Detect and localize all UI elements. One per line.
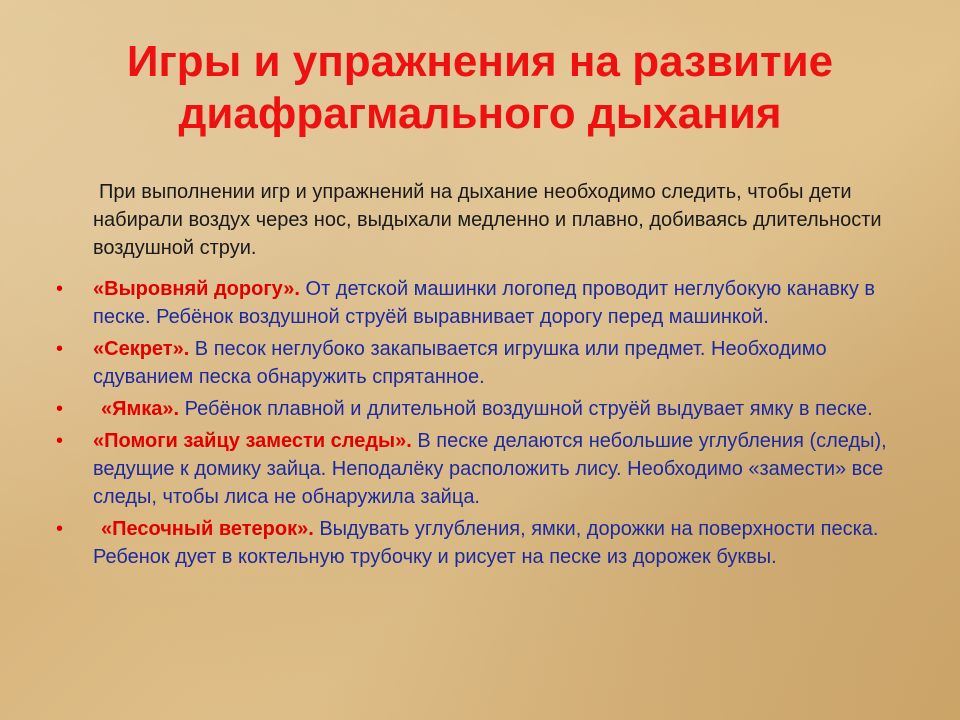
exercise-title: «Песочный ветерок». — [101, 518, 314, 540]
intro-paragraph: При выполнении игр и упражнений на дыхание необходимо следить, чтобы дети набирали воздух через нос, выдыхали медленно и плавно, добиваясь длительности воздушной струи. — [93, 181, 882, 259]
bullet-icon: • — [56, 398, 64, 420]
exercise-item — [56, 335, 916, 391]
exercise-description: В песок неглубоко закапывается игрушка или предмет. Необходимо сдуванием песка обнаружить спрятанное. — [93, 338, 827, 388]
exercise-title: «Ямка». — [101, 398, 180, 420]
exercise-description: В песке делаются небольшие углубления (следы), ведущие к домику зайца. Неподалёку расположить лису. Необходимо «замести» все следы, чтобы лиса не обнаружила зайца. — [93, 430, 887, 508]
exercise-item — [56, 395, 916, 423]
exercise-description: Выдувать углубления, ямки, дорожки на поверхности песка. Ребенок дует в коктельную трубочку и рисует на песке из дорожек буквы. — [93, 518, 879, 568]
bullet-icon: • — [56, 338, 64, 360]
exercise-description: От детской машинки логопед проводит неглубокую канавку в песке. Ребёнок воздушной струёй выравнивает дорогу перед машинкой. — [93, 278, 876, 328]
exercise-description: Ребёнок плавной и длительной воздушной струёй выдувает ямку в песке. — [179, 398, 873, 420]
exercise-title: «Секрет». — [93, 338, 190, 360]
bullet-icon: • — [56, 278, 64, 300]
exercise-title: «Помоги зайцу замести следы». — [93, 430, 412, 452]
exercise-item — [56, 275, 916, 331]
exercise-item — [56, 427, 916, 511]
exercise-list — [56, 275, 916, 575]
exercise-title: «Выровняй дорогу». — [93, 278, 300, 300]
slide-title: Игры и упражнения на развитие диафрагмального дыхания — [126, 37, 834, 138]
bullet-icon: • — [56, 518, 64, 540]
bullet-icon: • — [56, 430, 64, 452]
exercise-item — [56, 515, 916, 571]
